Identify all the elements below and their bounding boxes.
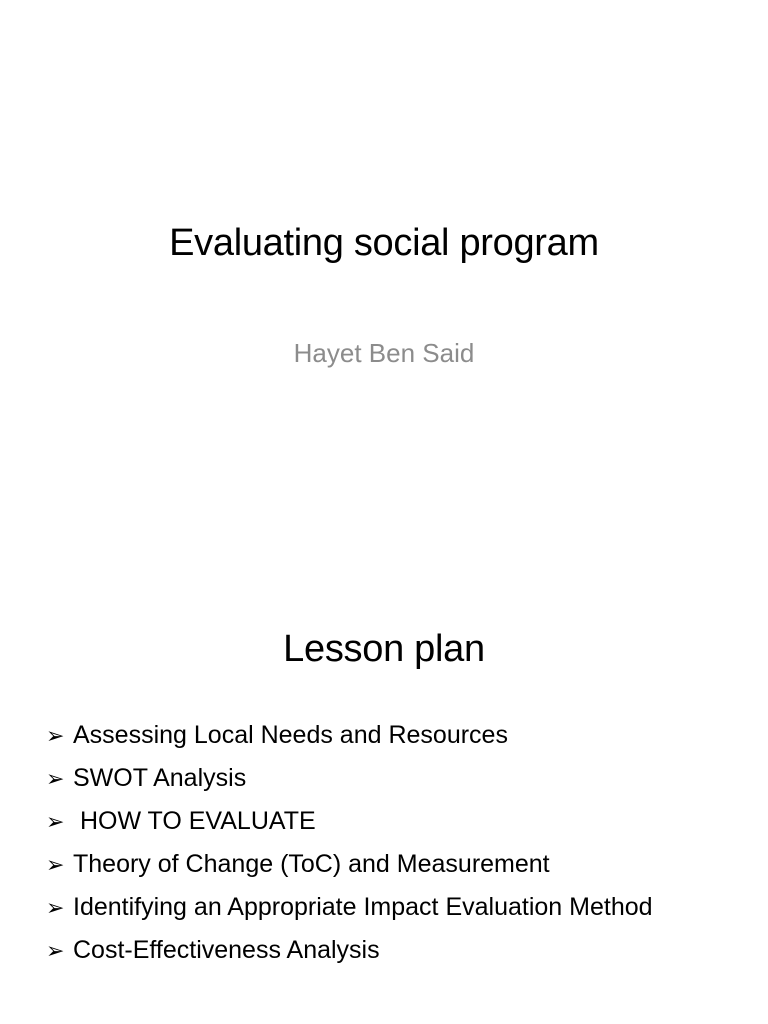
arrowhead-bullet-icon: ➢ <box>46 852 65 877</box>
arrowhead-bullet-icon: ➢ <box>46 938 65 963</box>
list-item <box>46 889 682 926</box>
list-item-text: HOW TO EVALUATE <box>73 807 316 835</box>
list-item <box>46 717 682 754</box>
list-item <box>46 760 682 797</box>
presentation-author: Hayet Ben Said <box>293 338 475 368</box>
list-item <box>46 846 682 883</box>
lesson-plan-list <box>46 717 682 975</box>
list-item-text: Theory of Change (ToC) and Measurement <box>73 850 550 878</box>
arrowhead-bullet-icon: ➢ <box>46 723 65 748</box>
arrowhead-bullet-icon: ➢ <box>46 766 65 791</box>
list-item-text: Identifying an Appropriate Impact Evaluation Method <box>73 893 653 921</box>
list-item-text: Cost-Effectiveness Analysis <box>73 936 380 964</box>
arrowhead-bullet-icon: ➢ <box>46 809 65 834</box>
slide-title: Lesson plan <box>283 628 485 670</box>
list-item <box>46 932 682 969</box>
presentation-title: Evaluating social program <box>169 222 599 264</box>
list-item <box>46 803 682 840</box>
arrowhead-bullet-icon: ➢ <box>46 895 65 920</box>
lesson-plan-slide <box>0 576 768 1024</box>
list-item-text: Assessing Local Needs and Resources <box>73 721 508 749</box>
list-item-text: SWOT Analysis <box>73 764 247 792</box>
